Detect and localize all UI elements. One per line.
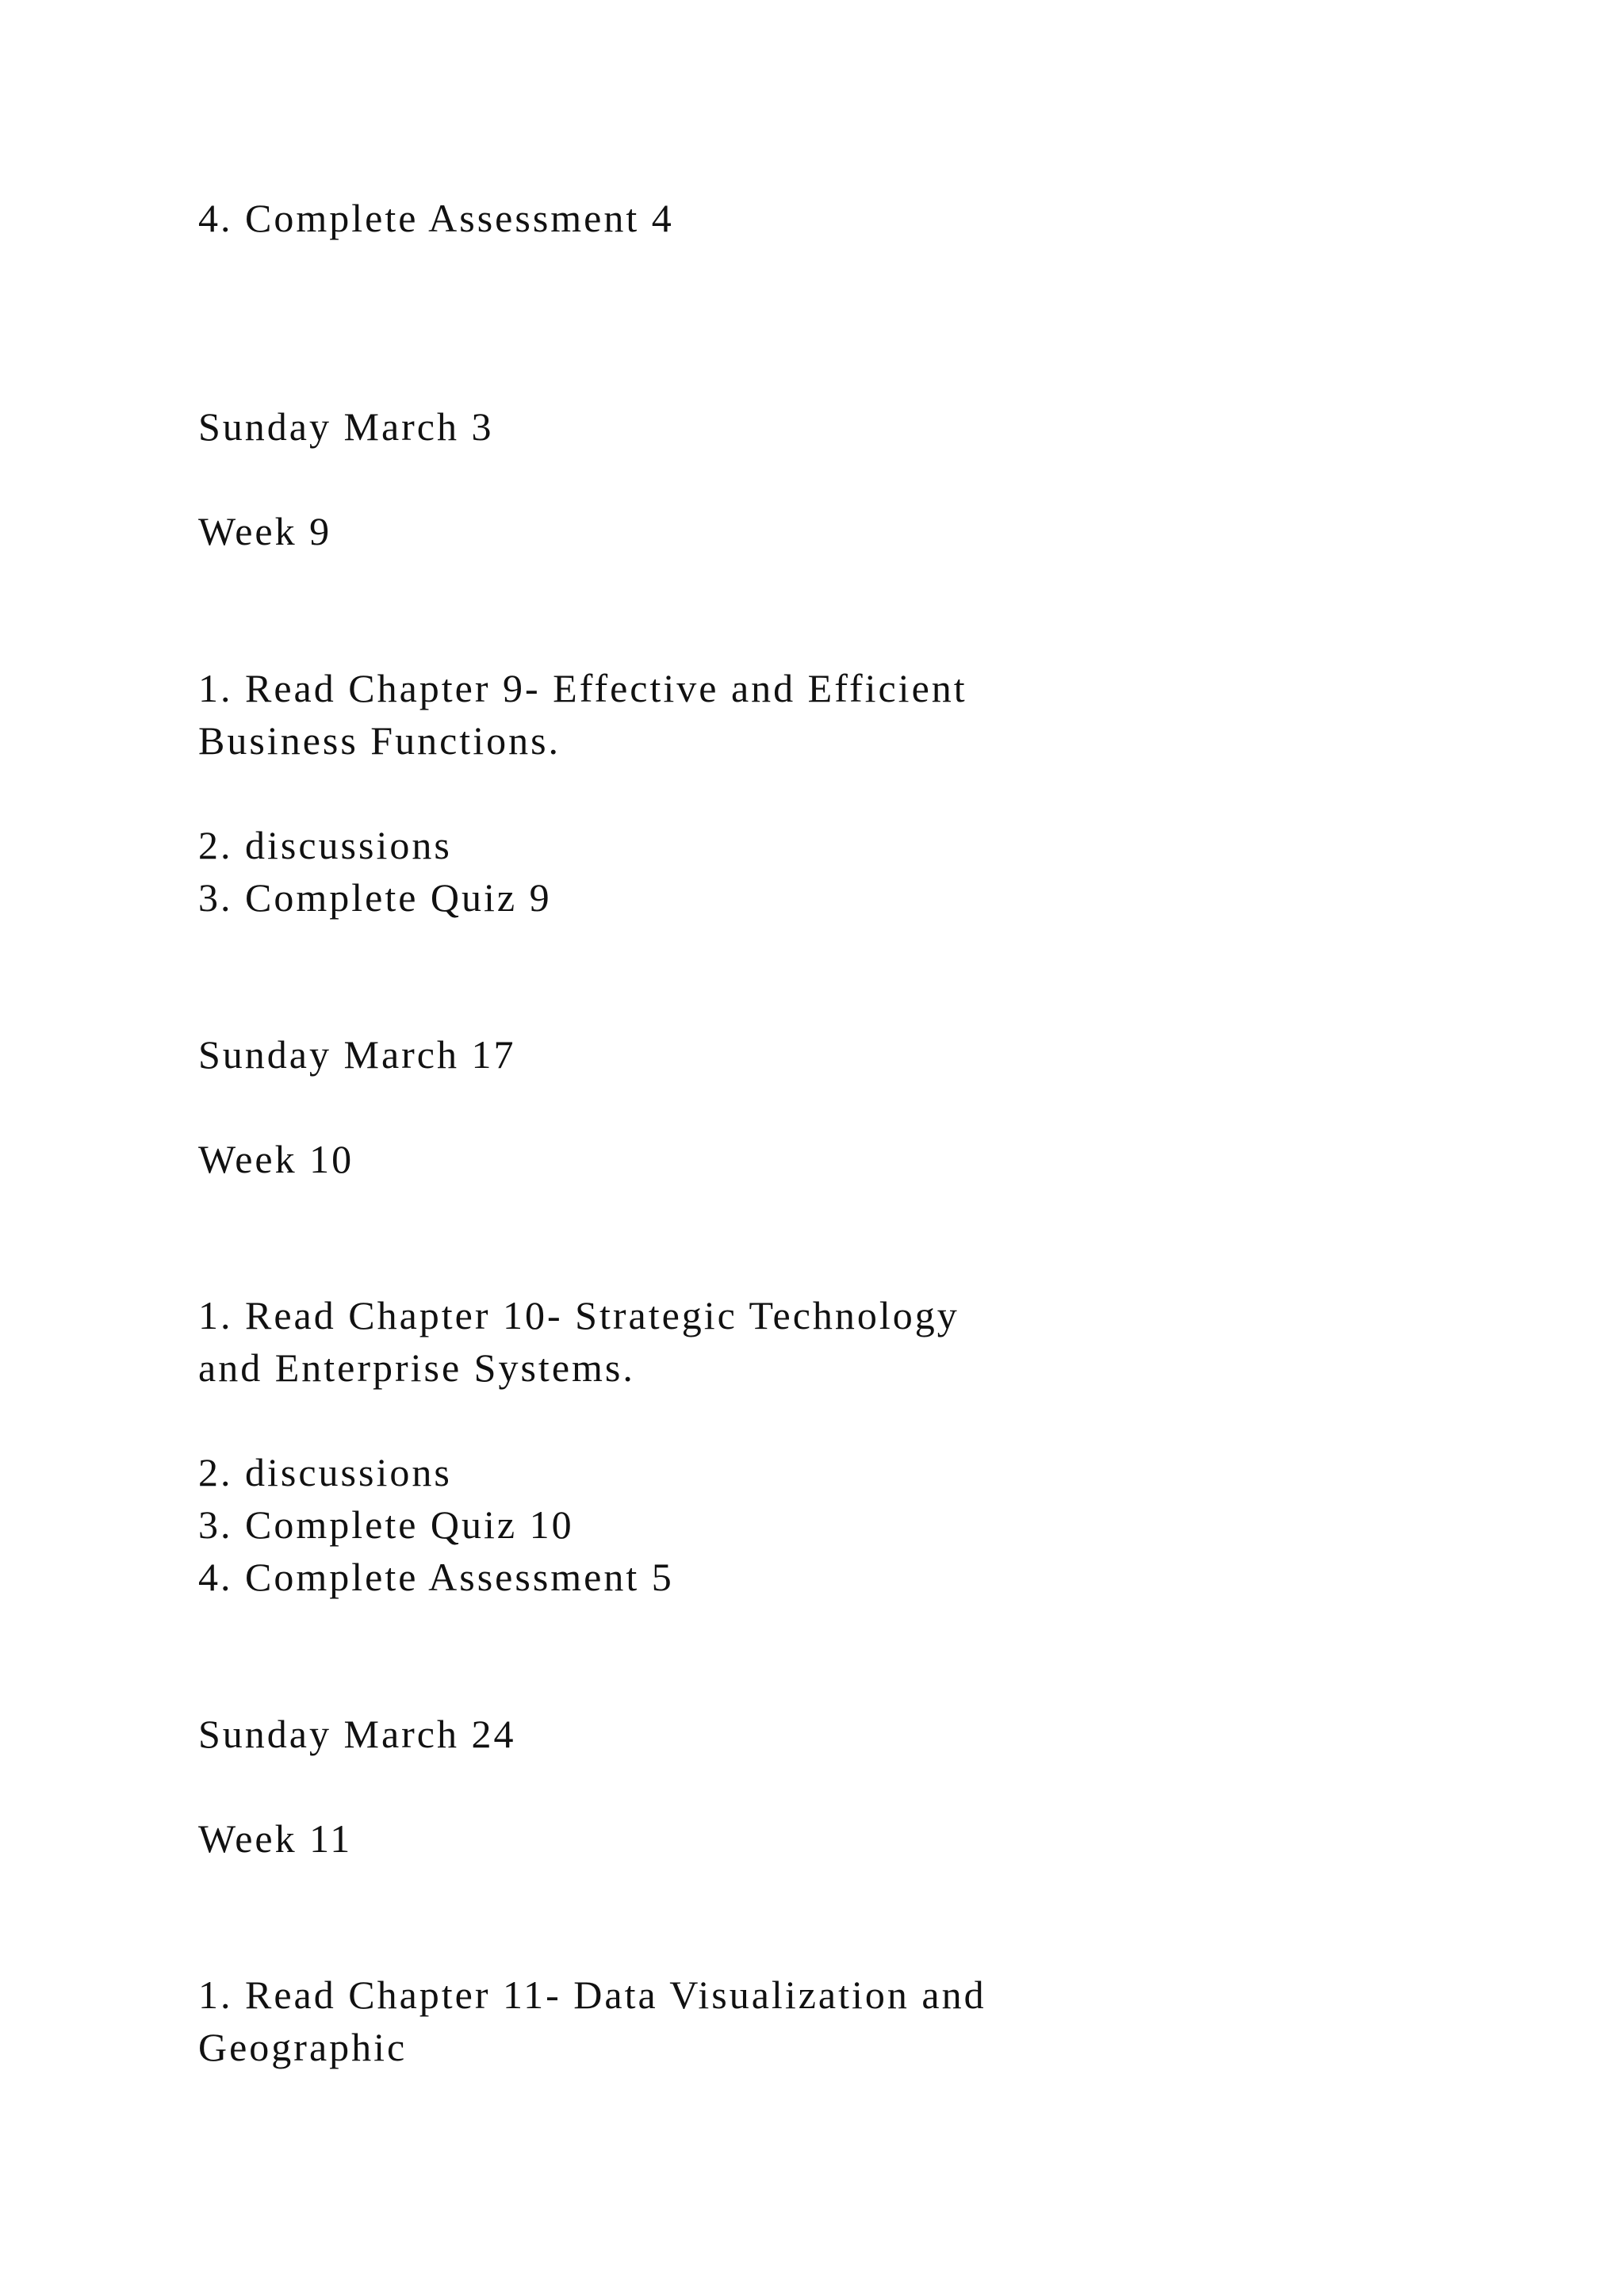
task-item: 4. Complete Assessment 4 [198, 196, 674, 240]
task-item: 3. Complete Quiz 10 [198, 1502, 574, 1547]
task-item: 1. Read Chapter 11- Data Visualization and [198, 1973, 986, 2017]
week-heading: Week 10 [198, 1137, 354, 1181]
task-item: 3. Complete Quiz 9 [198, 875, 552, 920]
task-item: 1. Read Chapter 9- Effective and Efficient [198, 666, 967, 710]
task-item: 2. discussions [198, 823, 452, 867]
task-item: 2. discussions [198, 1450, 452, 1494]
week-heading: Week 11 [198, 1816, 353, 1861]
date-heading: Sunday March 24 [198, 1712, 516, 1756]
date-heading: Sunday March 3 [198, 404, 494, 449]
task-item: 1. Read Chapter 10- Strategic Technology [198, 1293, 959, 1337]
task-item: 4. Complete Assessment 5 [198, 1555, 674, 1599]
task-item-continuation: Business Functions. [198, 718, 561, 763]
date-heading: Sunday March 17 [198, 1032, 516, 1077]
week-heading: Week 9 [198, 509, 332, 553]
task-item-continuation: and Enterprise Systems. [198, 1345, 635, 1390]
task-item-continuation: Geographic [198, 2025, 408, 2069]
